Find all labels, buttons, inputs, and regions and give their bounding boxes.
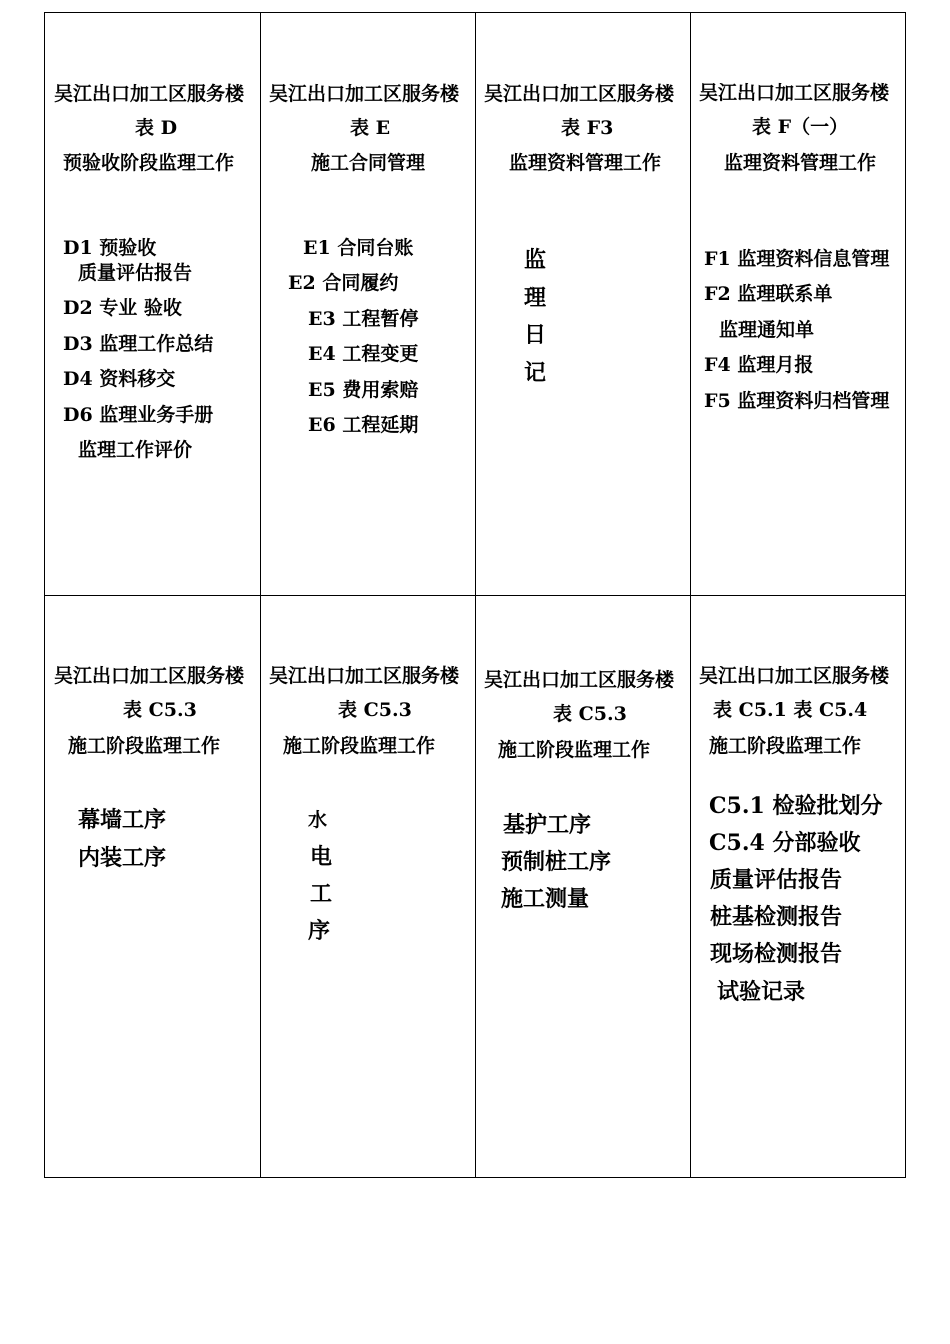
item: C5.4 分部验收 — [709, 830, 861, 856]
label-cell-c51-c54 — [690, 595, 905, 1177]
item: 质量评估报告 — [710, 867, 843, 893]
cell-subtitle: 施工阶段监理工作 — [68, 735, 221, 757]
item: E5 费用索赔 — [308, 379, 419, 401]
item: 基护工序 — [503, 812, 592, 838]
item: D6 监理业务手册 — [63, 404, 214, 426]
cell-table-code: 表 C5.1 表 C5.4 — [713, 699, 868, 721]
cell-table-code: 表 C5.3 — [553, 703, 627, 725]
cell-subtitle: 施工合同管理 — [311, 152, 426, 174]
item: 电 — [310, 844, 333, 870]
cell-title: 吴江出口加工区服务楼 — [484, 669, 675, 691]
cell-title: 吴江出口加工区服务楼 — [54, 665, 245, 687]
item: 水 — [308, 809, 328, 831]
cell-subtitle: 施工阶段监理工作 — [283, 735, 436, 757]
item: 监理通知单 — [719, 319, 815, 341]
item: D3 监理工作总结 — [63, 333, 214, 355]
item: 施工测量 — [501, 886, 590, 912]
item: 试验记录 — [717, 979, 806, 1005]
cell-subtitle: 预验收阶段监理工作 — [63, 152, 235, 174]
cell-subtitle: 施工阶段监理工作 — [709, 735, 862, 757]
item: 预制桩工序 — [501, 849, 612, 875]
item: C5.1 检验批划分 — [709, 793, 883, 819]
cell-title: 吴江出口加工区服务楼 — [269, 83, 460, 105]
item: D2 专业 验收 — [63, 297, 182, 319]
cell-subtitle: 监理资料管理工作 — [724, 152, 877, 174]
item: E4 工程变更 — [308, 343, 419, 365]
item: F4 监理月报 — [704, 354, 814, 376]
cell-table-code: 表 F3 — [561, 117, 614, 139]
label-cell-d — [45, 13, 260, 595]
cell-title: 吴江出口加工区服务楼 — [269, 665, 460, 687]
cell-table-code: 表 E — [350, 117, 391, 139]
item: E6 工程延期 — [308, 414, 419, 436]
item: D1 预验收 — [63, 237, 157, 259]
label-cell-f3 — [475, 13, 690, 595]
item: D4 资料移交 — [63, 368, 176, 390]
item: E2 合同履约 — [288, 272, 399, 294]
item: 记 — [524, 360, 547, 386]
item: 日 — [524, 322, 547, 348]
label-cell-e — [260, 13, 475, 595]
cell-title: 吴江出口加工区服务楼 — [54, 83, 245, 105]
cell-table-code: 表 D — [135, 117, 178, 139]
item: 内装工序 — [78, 845, 167, 871]
label-grid — [44, 12, 906, 1178]
cell-table-code: 表 F（一） — [752, 116, 849, 138]
item: 监 — [524, 247, 547, 273]
item: 理 — [524, 285, 547, 311]
item: 工 — [310, 881, 333, 907]
cell-table-code: 表 C5.3 — [123, 699, 197, 721]
item: 序 — [308, 918, 331, 944]
cell-subtitle: 监理资料管理工作 — [509, 152, 662, 174]
item: 质量评估报告 — [78, 262, 193, 284]
cell-title: 吴江出口加工区服务楼 — [484, 83, 675, 105]
item: 监理工作评价 — [78, 439, 193, 461]
item: E1 合同台账 — [303, 237, 414, 259]
label-cell-c53-curtain — [45, 595, 260, 1177]
item: 桩基检测报告 — [710, 904, 843, 930]
cell-title: 吴江出口加工区服务楼 — [699, 665, 890, 687]
cell-subtitle: 施工阶段监理工作 — [498, 739, 651, 761]
item: 幕墙工序 — [78, 807, 167, 833]
cell-title: 吴江出口加工区服务楼 — [699, 82, 890, 104]
cell-table-code: 表 C5.3 — [338, 699, 412, 721]
item: F5 监理资料归档管理 — [704, 390, 890, 412]
label-cell-c53-mep — [260, 595, 475, 1177]
item: F2 监理联系单 — [704, 283, 833, 305]
item: F1 监理资料信息管理 — [704, 248, 890, 270]
item: E3 工程暂停 — [308, 308, 419, 330]
label-cell-f1 — [690, 13, 905, 595]
item: 现场检测报告 — [710, 941, 843, 967]
label-cell-c53-foundation — [475, 595, 690, 1177]
